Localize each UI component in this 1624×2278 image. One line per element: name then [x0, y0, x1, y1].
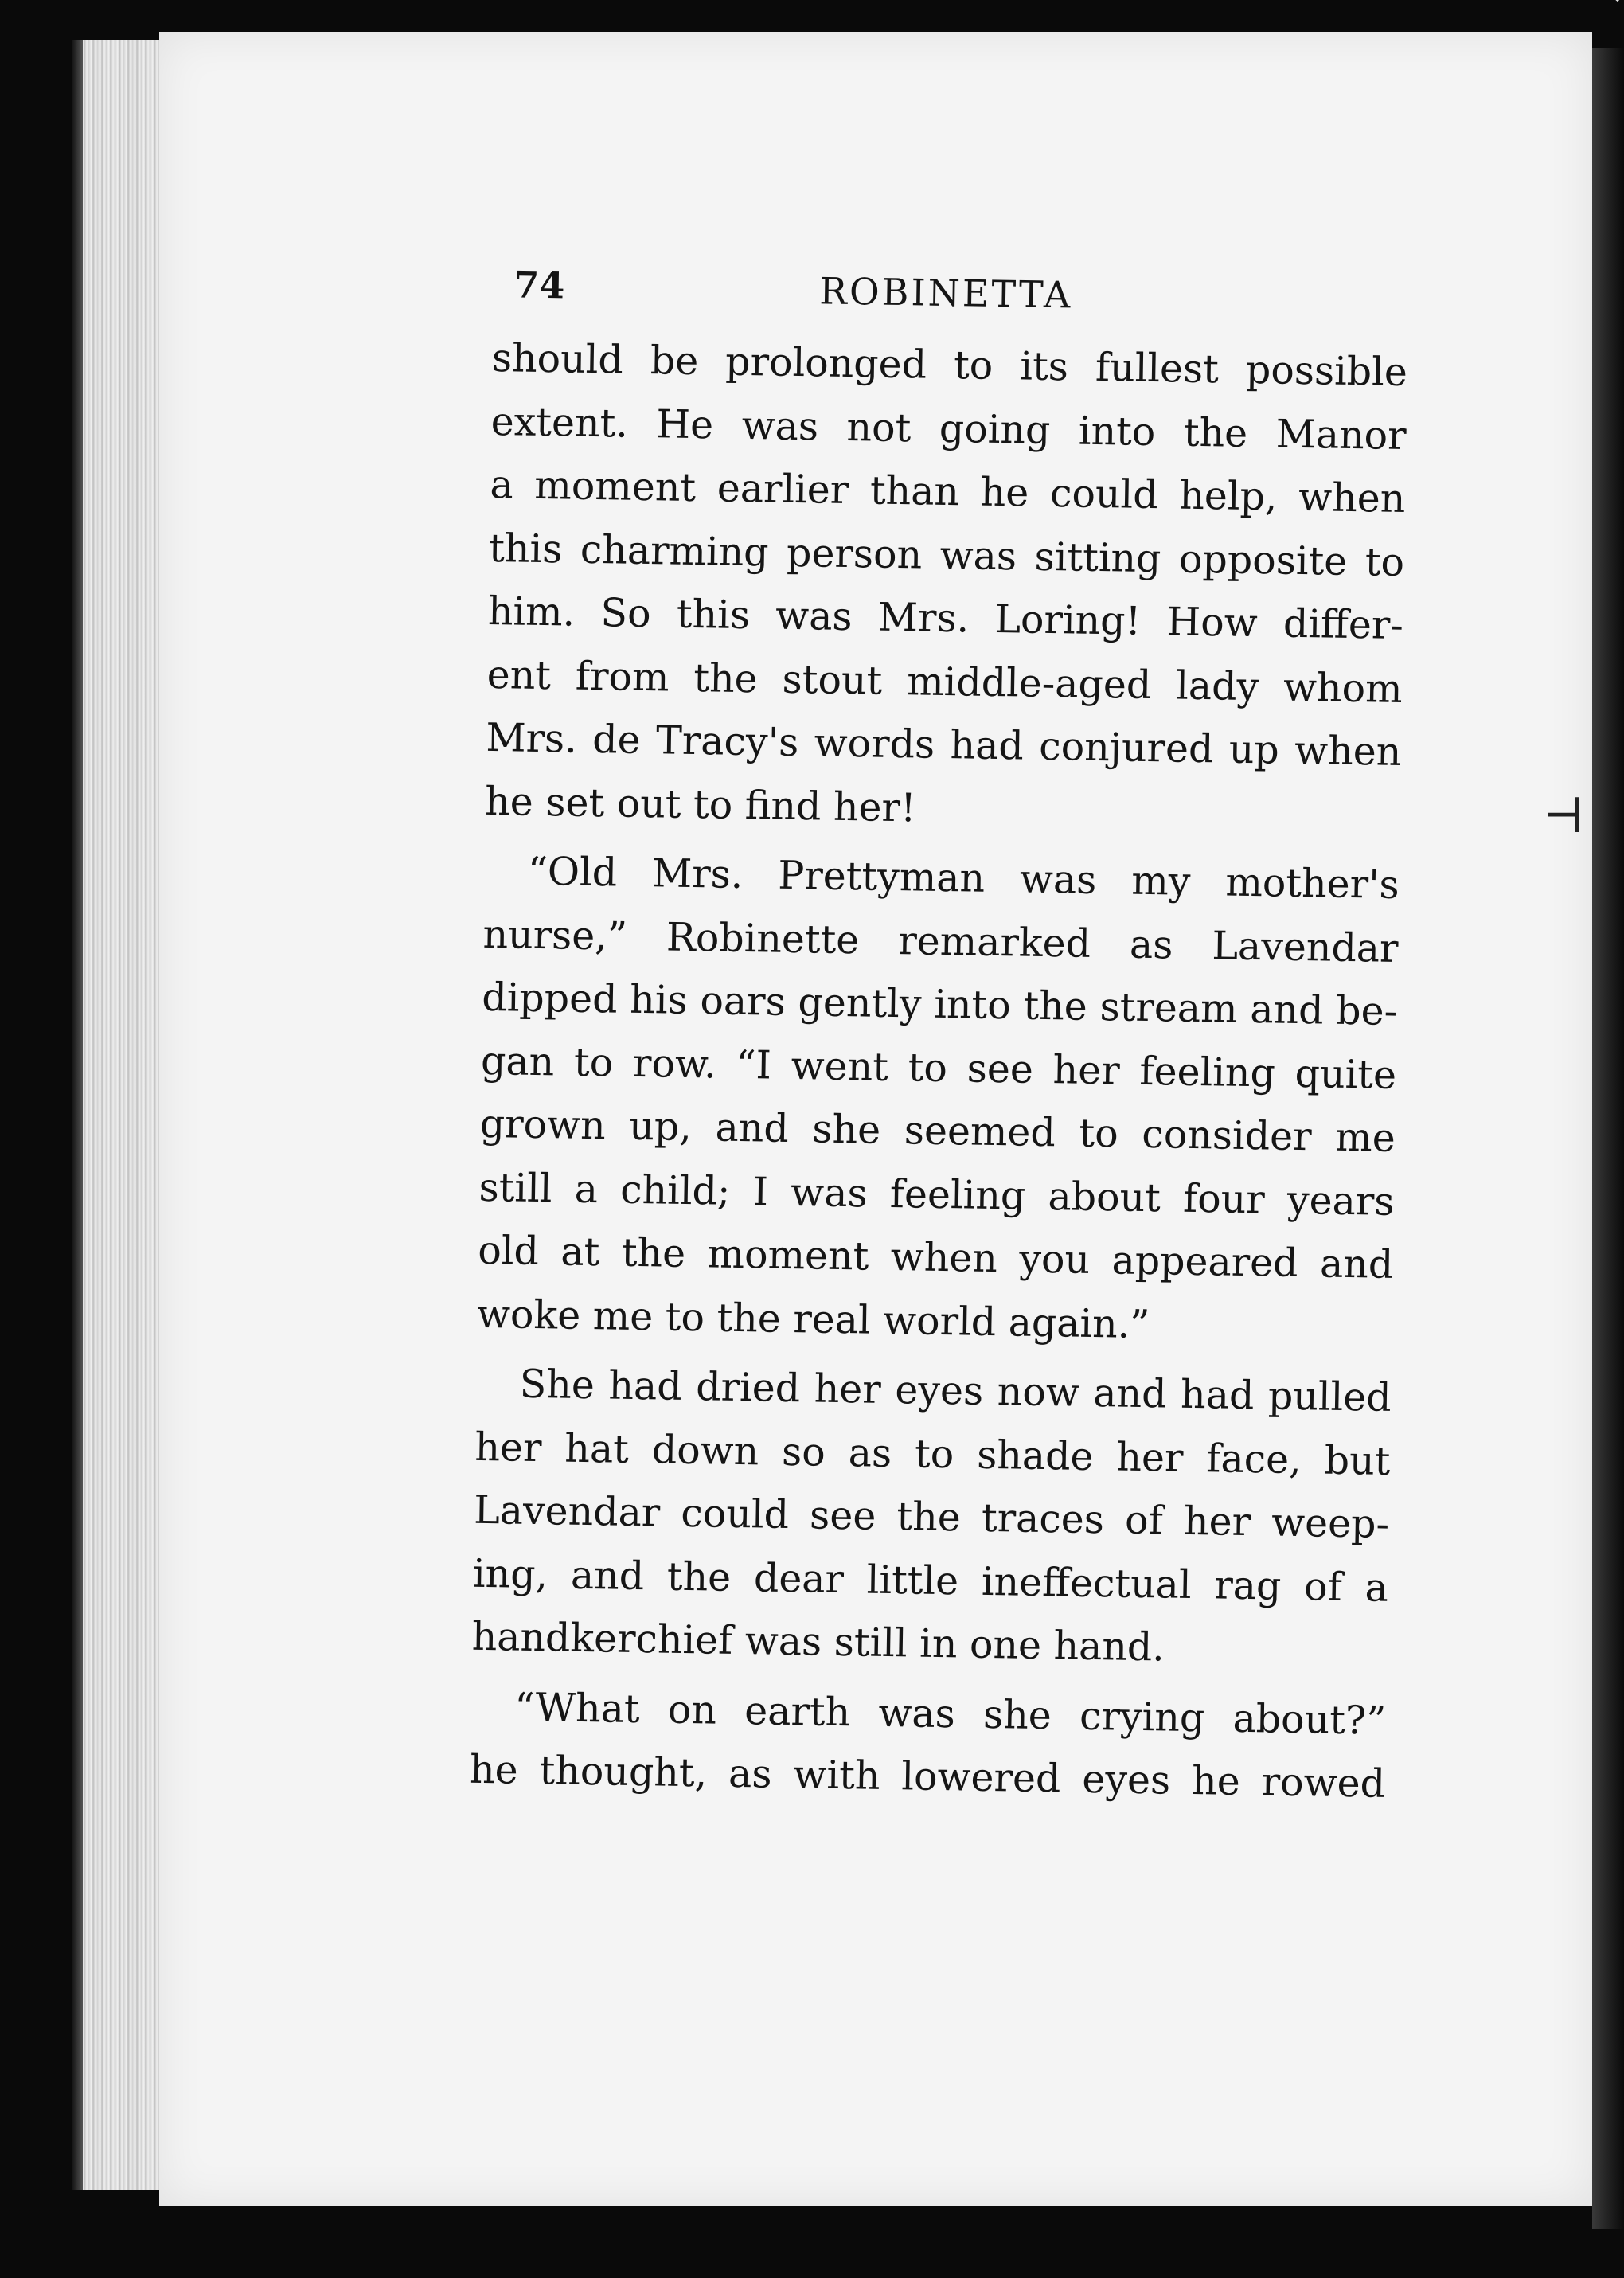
paragraph [471, 1352, 1392, 1683]
text-line: he set out to find her! [484, 778, 917, 830]
text-line: extent. He was not going into the Manor [490, 398, 1407, 459]
paragraph [485, 326, 1408, 847]
text-line: ent from the stout middle-aged lady whom [486, 651, 1403, 712]
text-line: woke me to the real world again.” [476, 1291, 1150, 1347]
text-line: Mrs. de Tracy's words had conjured up when [486, 714, 1402, 775]
text-line: still a child; I was feeling about four years [478, 1164, 1395, 1225]
text-line: dipped his oars gently into the stream and be- [481, 974, 1398, 1034]
text-line: her hat down so as to shade her face, but [474, 1424, 1391, 1484]
text-line: this charming person was sitting opposite to [488, 525, 1405, 585]
text-line: Lavendar could see the traces of her weep- [473, 1487, 1390, 1547]
text-line: She had dried her eyes now and had pulled [519, 1361, 1392, 1420]
text-line: “Old Mrs. Prettyman was my mother's [527, 848, 1400, 908]
text-line: “What on earth was she crying about?” [513, 1684, 1387, 1744]
text-line: nurse,” Robinette remarked as Lavendar [482, 911, 1399, 971]
text-line: handkerchief was still in one hand. [471, 1613, 1165, 1670]
paragraph [476, 839, 1400, 1360]
text-line: grown up, and she seemed to consider me [479, 1100, 1396, 1161]
body-text [469, 326, 1407, 1815]
paragraph [469, 1674, 1386, 1815]
text-line: him. So this was Mrs. Loring! How differ- [487, 588, 1404, 649]
corner-mark [1593, 0, 1619, 2]
text-line: should be prolonged to its fullest possible [491, 334, 1408, 396]
right-edge-shadow [1592, 48, 1624, 2229]
text-line: old at the moment when you appeared and [477, 1227, 1394, 1287]
text-line: gan to row. “I went to see her feeling quite [480, 1037, 1397, 1098]
page-number: 74 [513, 263, 565, 307]
text-line: he thought, as with lowered eyes he rowed [469, 1746, 1386, 1807]
margin-mark: ⊣ [1543, 788, 1584, 844]
text-block [469, 255, 1408, 1822]
text-line: a moment earlier than he could help, when [490, 461, 1406, 522]
running-head [493, 255, 1409, 341]
running-title: ROBINETTA [818, 269, 1073, 317]
text-line: ing, and the dear little ineffectual rag of a [472, 1550, 1389, 1611]
